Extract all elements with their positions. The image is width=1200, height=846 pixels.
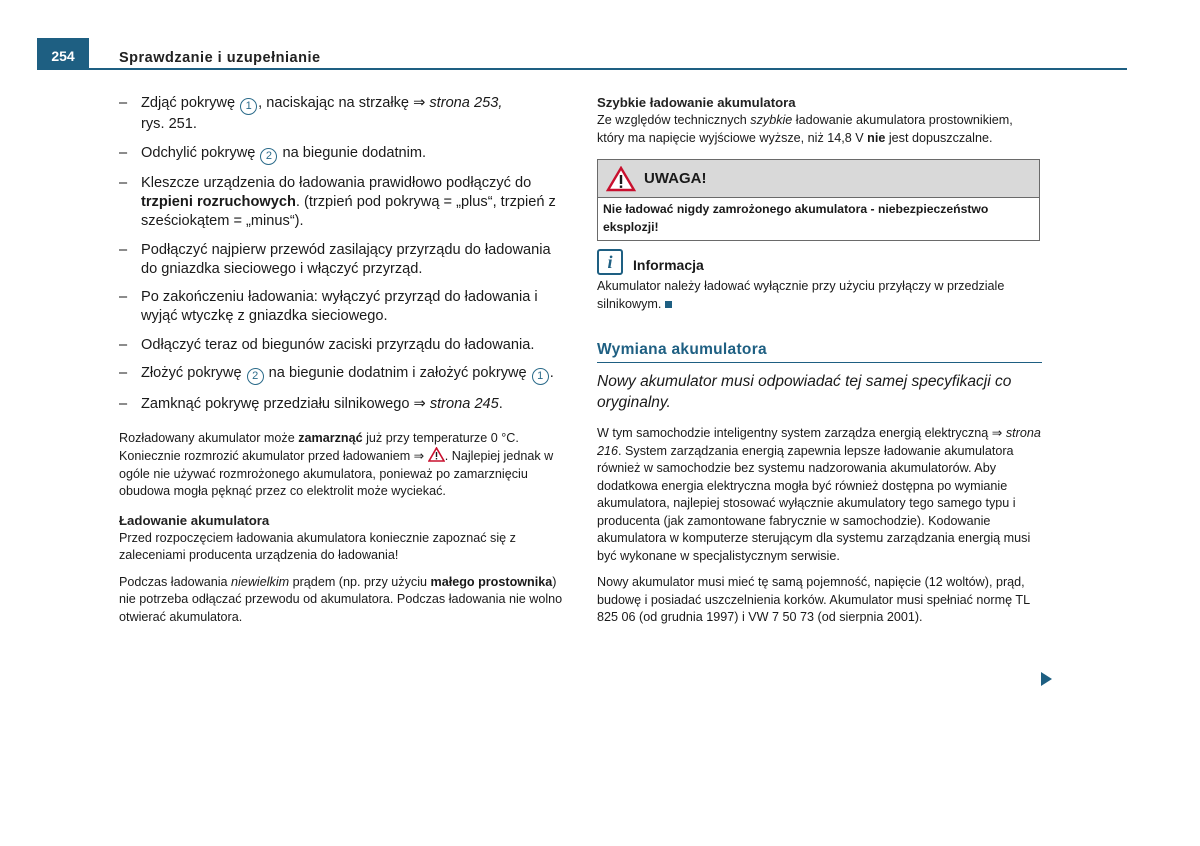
frozen-battery-paragraph: Rozładowany akumulator może zamarznąć już przy temperaturze 0 °C. Koniecznie rozmrozić akumulator przed ładowaniem ⇒ . Najlepiej jednak w ogóle nie używać rozmrożonego akumulatora, ponieważ po zamarznięciu obudowa mogła pęknąć przez co elektrolit może wyciekać.	[119, 430, 554, 498]
step-1: – Zdjąć pokrywę 1 , naciskając na strzałkę ⇒ strona 253, rys. 251.	[119, 95, 503, 132]
right-column	[597, 95, 1042, 636]
fast-charging-paragraph: Ze względów technicznych szybkie ładowanie akumulatora prostownikiem, który ma napięcie wyjściowe wyższe, niż 14,8 V nie jest dopuszczalne.	[597, 113, 1013, 145]
step-8: – Zamknąć pokrywę przedziału silnikowego ⇒ strona 245.	[119, 395, 503, 412]
continue-arrow-icon	[1041, 672, 1052, 686]
warning-triangle-icon	[428, 447, 445, 462]
charging-paragraph-1: Przed rozpoczęciem ładowania akumulatora koniecznie zapoznać się z zaleceniami producenta urządzenia do ładowania!	[119, 530, 516, 562]
warning-text: Nie ładować nigdy zamrożonego akumulatora - niebezpieczeństwo eksplozji!	[598, 197, 1039, 240]
callout-2-icon: 2	[247, 368, 264, 385]
replacement-paragraph-2: Nowy akumulator musi mieć tę samą pojemność, napięcie (12 woltów), prąd, budowę i posiadać uszczelnienia korków. Akumulator musi spełniać normę TL 825 06 (od grudnia 1997) i VW 7 50 73 (od sierpnia 2001).	[597, 575, 1030, 624]
page-number: 254	[37, 38, 89, 70]
page-reference[interactable]: strona 216	[597, 426, 1041, 458]
lead-text: Nowy akumulator musi odpowiadać tej samej specyfikacji co oryginalny.	[597, 373, 1012, 411]
left-column	[119, 94, 569, 635]
step-5: – Po zakończeniu ładowania: wyłączyć przyrząd do ładowania i wyjąć wtyczkę z gniazdka sieciowego.	[119, 289, 538, 324]
info-header	[597, 251, 1042, 275]
section-heading: Wymiana akumulatora	[597, 341, 1042, 363]
warning-box	[597, 159, 1040, 241]
replacement-paragraph-1: W tym samochodzie inteligentny system zarządza energią elektryczną ⇒ strona 216. System zarządzania energią zapewnia lepsze ładowanie akumulatora również w samochodzie bez systemu nadzorowania akumulatorów. Aby dodatkowa energia elektryczna mogła być również dostępna po wymianie akumulatora, najlepiej stosować wyłącznie akumulatory tego samego typu i producenta (jak zamontowane fabrycznie w samochodzie). Kodowanie akumulatora w komputerze sterującym dla systemu zarządzania energią musi być wykonane w specjalistycznym serwisie.	[597, 426, 1041, 563]
section-title: Sprawdzanie i uzupełnianie	[119, 50, 321, 66]
end-of-section-icon	[665, 301, 672, 308]
header-rule	[89, 68, 1127, 70]
step-3: – Kleszcze urządzenia do ładowania prawidłowo podłączyć do trzpieni rozruchowych. (trzpień pod pokrywą = „plus“, trzpień z sześciokątem = „minus“).	[119, 175, 556, 229]
warning-header	[598, 160, 1039, 197]
callout-2-icon: 2	[260, 148, 277, 165]
charging-paragraph-2: Podczas ładowania niewielkim prądem (np. przy użyciu małego prostownika) nie potrzeba odłączać przewodu od akumulatora. Podczas ładowania nie wolno otwierać akumulatora.	[119, 574, 563, 624]
page-reference[interactable]: strona 253,	[429, 95, 503, 111]
step-7: – Złożyć pokrywę 2 na biegunie dodatnim i założyć pokrywę 1 .	[119, 364, 569, 385]
step-2: – Odchylić pokrywę 2 na biegunie dodatnim.	[119, 144, 569, 165]
info-icon: i	[597, 249, 623, 275]
callout-1-icon: 1	[532, 368, 549, 385]
info-text: Akumulator należy ładować wyłącznie przy użyciu przyłączy w przedziale silnikowym.	[597, 279, 1005, 311]
page-reference[interactable]: strona 245	[429, 395, 499, 412]
subheading-charging: Ładowanie akumulatora	[119, 512, 270, 528]
warning-triangle-icon	[606, 166, 636, 192]
subheading-fast-charging: Szybkie ładowanie akumulatora	[597, 95, 796, 110]
callout-1-icon: 1	[240, 98, 257, 115]
step-4: – Podłączyć najpierw przewód zasilający przyrządu do ładowania do gniazdka sieciowego i włączyć przyrząd.	[119, 241, 551, 277]
step-6: – Odłączyć teraz od biegunów zaciski przyrządu do ładowania.	[119, 336, 535, 353]
warning-title: UWAGA!	[644, 170, 707, 187]
page-header	[37, 38, 1127, 70]
info-title: Informacja	[633, 257, 704, 273]
